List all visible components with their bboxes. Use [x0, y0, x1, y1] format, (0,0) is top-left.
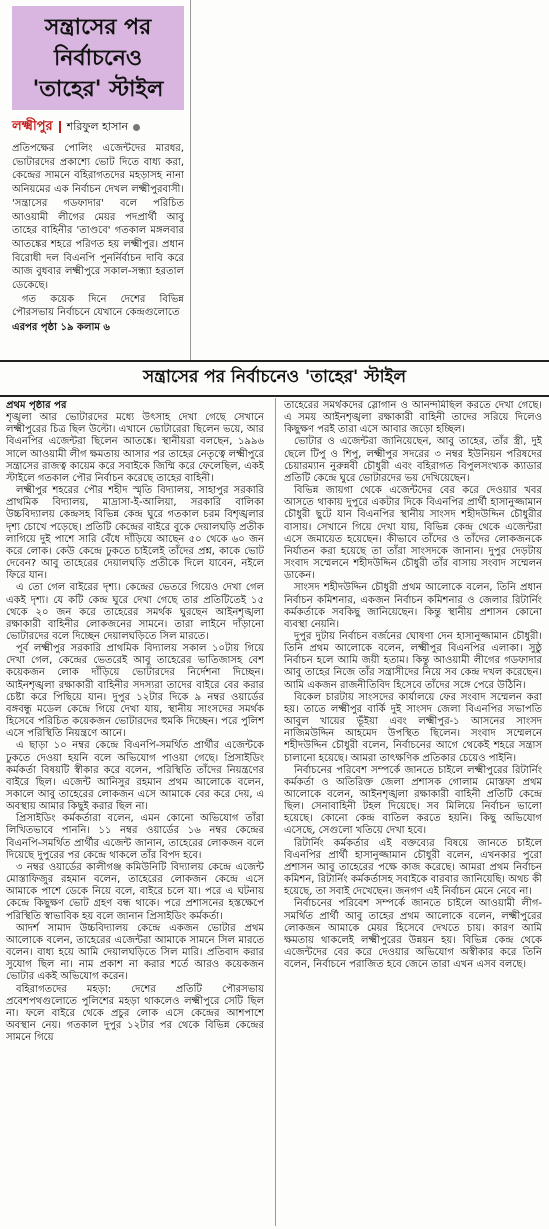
body-paragraph: দুপুর দুটায় নির্বাচন বর্জনের ঘোষণা দেন হাসানুজ্জামান চৌধুরী। তিনি প্রথম আলোকে বলেন, লক্ষ্মীপুর বিএনপির এলাকা। সুষ্ঠু নির্বাচন হলে আমি জয়ী হতাম। কিন্তু আওয়ামী লীগের গডফাদার আবু তাহের নিজে তাঁর সন্ত্রাসীদের নিয়ে সব কেন্দ্র দখল করেছেন। আমি একজন রাজনীতিবিদ হিসেবে তাঁদের সঙ্গে পেরে উঠিনি।: [284, 630, 542, 691]
continuation-note: এরপর পৃষ্ঠা ১৯ কলাম ৬: [12, 322, 110, 334]
byline-reporter: শরিফুল হাসান: [66, 119, 129, 133]
body-paragraph: এ ছাড়া ১০ নম্বর কেন্দ্রে বিএনপি-সমর্থিত প্রার্থীর এজেন্টকে ঢুকতে দেওয়া হয়নি বলে অভিযোগ পাওয়া গেছে। প্রিসাইডিং কর্মকর্তা বিষয়টি স্বীকার করে বলেন, পরিস্থিতি তাঁদের নিয়ন্ত্রণের বাইরে ছিল। এজেন্ট আনিসুর রহমান প্রথম আলোকে বলেন, সকালে আবু তাহেরের লোকজন এসে আমাকে বের করে দেয়, এ অবস্থায় আমার কিছুই করার ছিল না।: [6, 740, 264, 813]
body-paragraph: নির্বাচনের পরিবেশ সম্পর্কে জানতে চাইলে আওয়ামী লীগ-সমর্থিত প্রার্থী আবু তাহের প্রথম আলোকে বলেন, লক্ষ্মীপুরের লোকজন আমাকে মেয়র হিসেবে দেখতে চায়। কারণ আমি ক্ষমতায় থাকলেই লক্ষ্মীপুরের উন্নয়ন হয়। বিভিন্ন কেন্দ্র থেকে এজেন্টদের বের করে দেওয়ার অভিযোগ অস্বীকার করে তিনি বলেন, নির্বাচনে পরাজিত হবে জেনে তারা এখন এসব বলছে।: [284, 898, 542, 971]
banner-bottom-rule: [0, 395, 549, 397]
headline-line: নির্বাচনেও: [53, 44, 143, 71]
headline-line: সন্ত্রাসের পর: [44, 13, 152, 40]
column-rule: [275, 398, 276, 1226]
byline: [12, 116, 184, 138]
body-paragraph: আদর্শ সামাদ উচ্চবিদ্যালয় কেন্দ্রে একজন ভোটার প্রথম আলোকে বলেন, তাহেরের এজেন্টরা আমাকে সামনে সিল মারতে বলেন। বাধ্য হয়ে আমি দেয়ালঘড়িতে সিল মারি। প্রতিবাদ করার সুযোগ ছিল না। নাম প্রকাশ না করার শর্তে আরও কয়েকজন ভোটার একই অভিযোগ করেন।: [6, 922, 264, 983]
body-paragraph: শৃঙ্খলা আর ভোটারদের মধ্যে উৎসাহ দেখা গেছে সেখানে লক্ষ্মীপুরের চিত্র ছিল উল্টো। এখানে ভোটারেরা ছিলেন ভয়ে, আর বিএনপির এজেন্টরা ছিলেন আতঙ্কে। স্থানীয়রা বলছেন, ১৯৯৬ সালে আওয়ামী লীগ ক্ষমতায় আসার পর তাহের নেতৃত্বে লক্ষ্মীপুরে সন্ত্রাসের রাজত্ব কায়েম করে সবাইকে জিম্মি করে ফেলেছিল, একই স্টাইলে গতকাল পৌর নির্বাচন করেছে তাহের বাহিনী।: [6, 412, 264, 484]
left-column: [6, 400, 264, 1225]
banner-headline: সন্ত্রাসের পর নির্বাচনেও 'তাহের' স্টাইল: [142, 367, 407, 387]
body-paragraph: ভোটার ও এজেন্টরা জানিয়েছেন, আবু তাহের, তাঁর স্ত্রী, দুই ছেলে টিপু ও শিপু, লক্ষ্মীপুর সদরের ৩ নম্বর ইউনিয়ন পরিষদের চেয়ারম্যান নুরুন্নবী চৌধুরী এবং বহিরাগত বিপুলসংখ্যক ক্যাডার প্রতিটি কেন্দ্রে ঘুরে ভোটারদের ভয় দেখিয়েছেন।: [284, 436, 542, 484]
intro-paragraph: গত কয়েক দিনে দেশের বিভিন্ন পৌরসভায় নির্বাচনে যেখানে কেন্দ্রগুলোতে: [12, 293, 184, 319]
intro-text: [12, 142, 184, 352]
body-paragraph: সাংসদ শহীদউদ্দিন চৌধুরী প্রথম আলোকে বলেন, তিনি প্রধান নির্বাচন কমিশনার, একজন নির্বাচন কমিশনার ও জেলার রিটার্নিং কর্মকর্তাকে সবকিছু জানিয়েছেন। কিন্তু স্থানীয় প্রশাসন কোনো ব্যবস্থা নেয়নি।: [284, 582, 542, 630]
column-rule: [190, 0, 191, 360]
banner-top-rule: [0, 360, 549, 362]
byline-location: লক্ষ্মীপুর: [12, 118, 53, 134]
body-paragraph: বিকেল চারটায় সাংসদের কার্যালয়ে ফের সংবাদ সম্মেলন করা হয়। তাতে লক্ষ্মীপুর বার্কি দুই সাংসদ জেলা বিএনপির সভাপতি আবুল খায়ের ভূঁইয়া এবং লক্ষ্মীপুর-১ আসনের সাংসদ নাজিমউদ্দিন আহমেদ উপস্থিত ছিলেন। সংবাদ সম্মেলনে শহীদউদ্দিন চৌধুরী বলেন, নির্বাচনের আগে থেকেই শহরে সন্ত্রাস চালানো হয়েছে। আমরা তাৎক্ষণিক প্রতিকার চেয়েও পাইনি।: [284, 691, 542, 764]
body-paragraph: বিভিন্ন জায়গা থেকে এজেন্টদের বের করে দেওয়ার খবর আসতে থাকায় দুপুরে একটার দিকে বিএনপির প্রার্থী হাসানুজ্জামান চৌধুরী ছুটে যান বিএনপির স্থানীয় সাংসদ শহীদউদ্দিন চৌধুরীর বাসায়। সেখানে গিয়ে দেখা যায়, বিভিন্ন কেন্দ্র থেকে এজেন্টরা এসে জমায়েত হয়েছেন। কীভাবে তাঁদের ও তাঁদের লোকজনকে নির্যাতন করা হয়েছে তা তাঁরা সাংসদকে জানান। দুপুর দেড়টায় সংবাদ সম্মেলনে শহীদউদ্দিন চৌধুরী তাঁর বাসায় সংবাদ সম্মেলন ডাকেন।: [284, 485, 542, 582]
body-paragraph: এ তো গেল বাইরের দৃশ্য। কেন্দ্রের ভেতরে গিয়েও দেখা গেল একই দৃশ্য। যে কটি কেন্দ্র ঘুরে দেখা গেছে তার প্রতিটিতেই ১৫ থেকে ২০ জন করে তাহেরের সমর্থক ঘুরছেন আইনশৃঙ্খলা রক্ষাকারী বাহিনীর লোকজনের সামনে। তারা লাইনে দাঁড়ানো ভোটারদের বলে দিচ্ছেন দেয়ালঘড়িতে সিল মারতে।: [6, 582, 264, 642]
body-paragraph: পূর্ব লক্ষ্মীপুর সরকারি প্রাথমিক বিদ্যালয় সকাল ১০টায় গিয়ে দেখা গেল, কেন্দ্রের ভেতরেই আবু তাহেরের ভাতিজাসহ বেশ কয়েকজন লোক দাঁড়িয়ে ভোটারদের নির্দেশনা দিচ্ছেন। আইনশৃঙ্খলা রক্ষাকারী বাহিনীর সদস্যরা তাদের বাইরে বের করার চেষ্টা করে পিছিয়ে যান। দুপুর ১২টার দিকে ৯ নম্বর ওয়ার্ডের বঙ্গবন্ধু মডেল কেন্দ্রে গিয়ে দেখা যায়, স্থানীয় সাংসদের সমর্থক হিসেবে পরিচিত কয়েকজন ভোটারদের হুমকি দিচ্ছেন। পরে পুলিশ এসে পরিস্থিতি নিয়ন্ত্রণে আনে।: [6, 643, 264, 740]
body-paragraph: লক্ষ্মীপুর শহরের পৌর শহীদ স্মৃতি বিদ্যালয়, সাহাপুর সরকারি প্রাথমিক বিদ্যালয়, মাদ্রাসা-ই-আলিয়া, সরকারি বালিকা উচ্চবিদ্যালয় কেন্দ্রসহ বিভিন্ন কেন্দ্র ঘুরে গতকাল চরম বিশৃঙ্খলার দৃশ্য চোখে পড়েছে। প্রতিটি কেন্দ্রের বাইরে বুকে দেয়ালঘড়ি প্রতীক লাগিয়ে দুই পাশে সারি বেঁধে দাঁড়িয়ে আছেন ৫০ থেকে ৬০ জন করে লোক। কেউ কেন্দ্রে ঢুকতে চাইলেই তাঁদের প্রশ্ন, কাকে ভোট দেবেন? আবু তাহেরের দেয়ালঘড়ি প্রতীকে দিলে যাবেন, নইলে ফিরে যান।: [6, 485, 264, 582]
body-paragraph: প্রিসাইডিং কর্মকর্তারা বলেন, এমন কোনো অভিযোগ তাঁরা লিখিতভাবে পাননি। ১১ নম্বর ওয়ার্ডের ১৬ নম্বর কেন্দ্রের বিএনপি-সমর্থিত প্রার্থীর এজেন্ট জানান, তাহেরের লোকজন বলে দিয়েছে দুপুরের পর কেন্দ্রে থাকলে তাঁর বিপদ হবে।: [6, 813, 264, 861]
reporter-dot-icon: [133, 124, 140, 131]
body-paragraph: রিটার্নিং কর্মকর্তার এই বক্তব্যের বিষয়ে জানতে চাইলে বিএনপির প্রার্থী হাসানুজ্জামান চৌধুরী বলেন, এখনকার পুরো প্রশাসন আবু তাহেরের পক্ষে কাজ করেছে। আমরা প্রথম নির্বাচন কমিশন, রিটার্নিং কর্মকর্তাসহ সবাইকে বারবার জানিয়েছি। অথচ কী হয়েছে, তা সবাই দেখেছেন। জনগণ এই নির্বাচন মেনে নেবে না।: [284, 837, 542, 898]
headline-line: 'তাহের' স্টাইল: [32, 75, 164, 102]
continuation-lead: প্রথম পৃষ্ঠার পর: [6, 400, 67, 411]
body-paragraph: বহিরাগতদের মহড়া: দেশের প্রতিটি পৌরসভায় প্রবেশপথগুলোতে পুলিশের মহড়া থাকলেও লক্ষ্মীপুরে সেটি ছিল না। ফলে বাইরে থেকে প্রচুর লোক এসে কেন্দ্রের আশপাশে অবস্থান নেয়। গতকাল দুপুর ১২টার পর থেকে বিভিন্ন কেন্দ্রের সামনে গিয়ে: [6, 983, 264, 1044]
byline-divider: [59, 121, 61, 133]
intro-paragraph: প্রতিপক্ষের পোলিং এজেন্টদের মারধর, ভোটারদের প্রকাশ্যে ভোট দিতে বাধ্য করা, কেন্দ্রের সামনে বহিরাগতদের মহড়াসহ নানা অনিয়মের এক নির্বাচন দেখল লক্ষ্মীপুরবাসী। 'সন্ত্রাসের গডফাদার' বলে পরিচিত আওয়ামী লীগের মেয়র পদপ্রার্থী আবু তাহের বাহিনীর 'তাণ্ডবে' গতকাল মঙ্গলবার আতঙ্কের শহরে পরিণত হয় লক্ষ্মীপুর। প্রধান বিরোধী দল বিএনপি পুনর্নির্বাচন দাবি করে আজ বুধবার লক্ষ্মীপুরে সকাল-সন্ধ্যা হরতাল ডেকেছে।: [12, 143, 184, 292]
headline-box: [12, 6, 184, 110]
right-column: [284, 400, 542, 1225]
body-paragraph: ৩ নম্বর ওয়ার্ডের কালীগঞ্জ কমিউনিটি বিদ্যালয় কেন্দ্রে এজেন্ট মোস্তাফিজুর রহমান বলেন, তাহেরের লোকজন কেন্দ্রে এসে আমাকে পাশে ডেকে নিয়ে বলে, বাইরে চলে যা। পরে এ ঘটনায় কেন্দ্রে কিছুক্ষণ ভোট গ্রহণ বন্ধ থাকে। পরে প্রশাসনের হস্তক্ষেপে পরিস্থিতি স্বাভাবিক হয় বলে জানান প্রিসাইডিং কর্মকর্তা।: [6, 861, 264, 922]
body-paragraph: নির্বাচনের পরিবেশ সম্পর্কে জানতে চাইলে লক্ষ্মীপুরের রিটার্নিং কর্মকর্তা ও অতিরিক্ত জেলা প্রশাসক গোলাম মোস্তফা প্রথম আলোকে বলেন, আইনশৃঙ্খলা রক্ষাকারী বাহিনী প্রতিটি কেন্দ্রে ছিল। সেনাবাহিনী টহল দিয়েছে। সব মিলিয়ে নির্বাচন ভালো হয়েছে। কোনো কেন্দ্র বাতিল করতে হয়নি। কিছু অভিযোগ এসেছে, সেগুলো খতিয়ে দেখা হবে।: [284, 764, 542, 837]
body-paragraph: তাহেরের সমর্থকদের স্লোগান ও আনন্দমিছিল করতে দেখা গেছে। এ সময় আইনশৃঙ্খলা রক্ষাকারী বাহিনী তাদের সরিয়ে দিলেও কিছুক্ষণ পরই তারা এসে আবার জড়ো হচ্ছিল।: [284, 400, 542, 436]
